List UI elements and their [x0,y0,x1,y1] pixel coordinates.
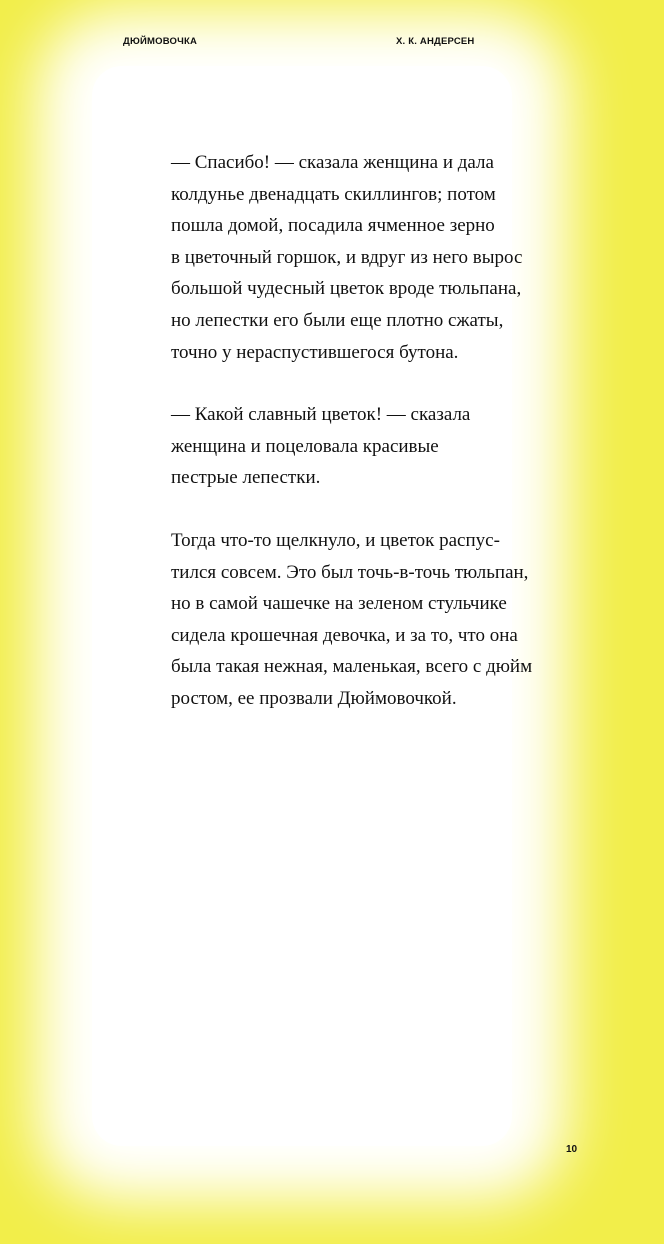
text-line: точно у нераспустившегося бутона. [171,341,459,363]
text-line: пошла домой, посадила ячменное зерно [171,215,495,237]
running-header-title: ДЮЙМОВОЧКА [123,36,198,47]
text-line: — Спасибо! — сказала женщина и дала [171,152,494,173]
text-line: большой чудесный цветок вроде тюльпана, [171,278,522,300]
page-number: 10 [566,1144,578,1155]
text-line: но в самой чашечке на зеленом стульчике [171,593,507,615]
text-line: Тогда что-то щелкнуло, и цветок распус- [171,529,500,551]
text-line: в цветочный горшок, и вдруг из него вырос [171,246,523,268]
paragraph [171,399,591,494]
text-line: — Какой славный цветок! — сказала [171,404,471,426]
text-line: женщина и поцеловала красивые [171,435,439,457]
text-line: ростом, ее прозвали Дюймовочкой. [171,687,457,709]
story-text [171,147,591,746]
text-line: колдунье двенадцать скиллингов; потом [171,183,496,205]
text-line: но лепестки его были еще плотно сжаты, [171,309,504,331]
text-line: сидела крошечная девочка, и за то, что она [171,624,518,646]
paragraph [171,147,591,368]
text-line: пестрые лепестки. [171,467,321,489]
text-line: тился совсем. Это был точь-в-точь тюльпан, [171,561,529,583]
running-header-author: Х. К. АНДЕРСЕН [396,36,475,47]
text-line: была такая нежная, маленькая, всего с дюйм [171,656,533,678]
paragraph [171,525,591,715]
